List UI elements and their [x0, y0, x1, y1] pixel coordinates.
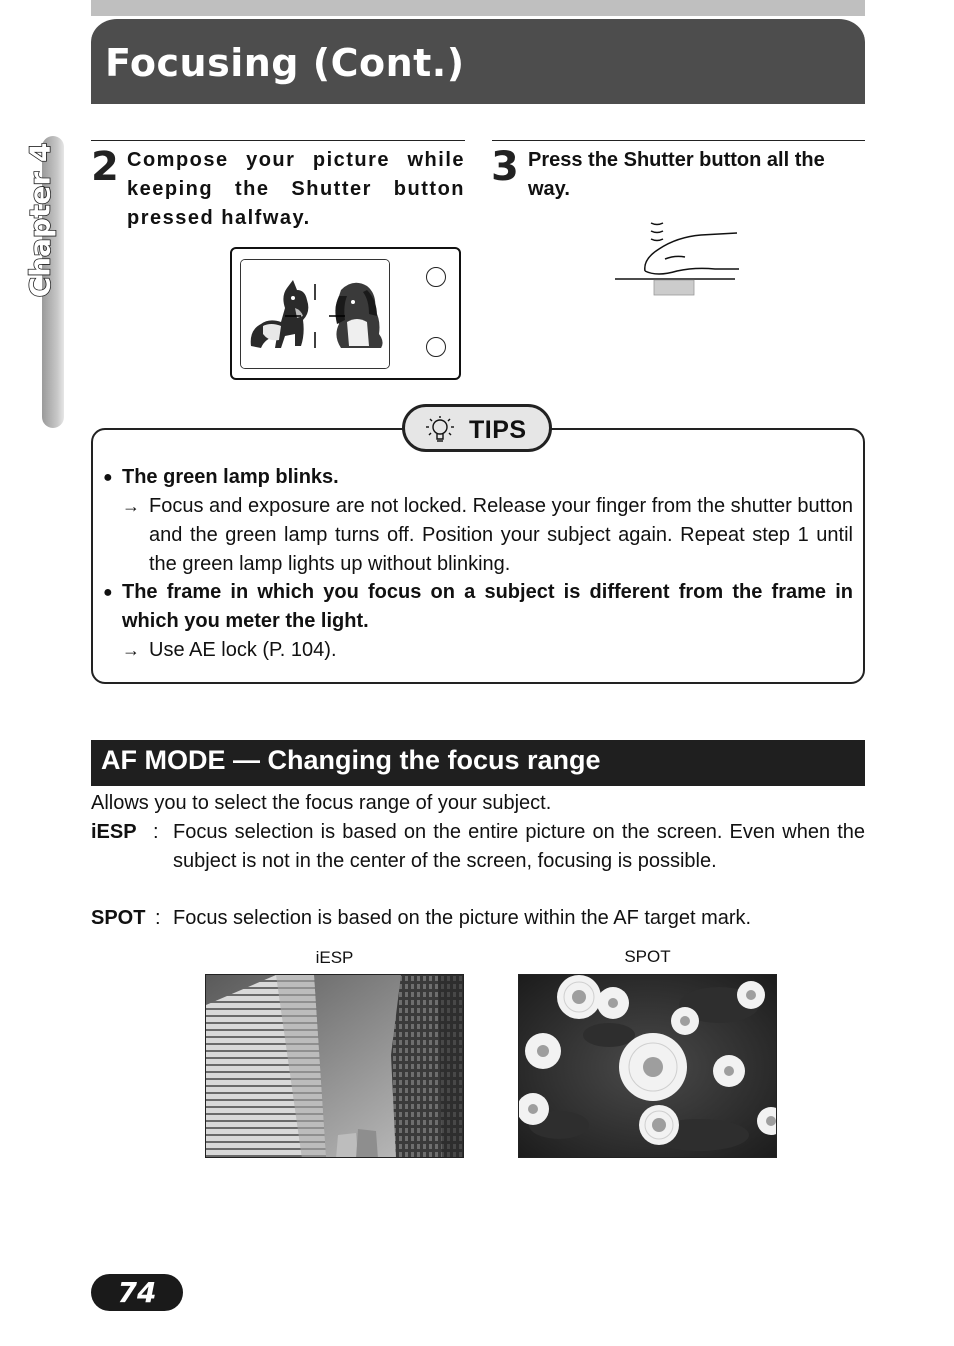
mode-desc-spot: Focus selection is based on the picture within the AF target mark.	[173, 907, 752, 929]
step-3-rule	[492, 140, 865, 141]
tip-2-heading-wrap	[103, 578, 853, 636]
page-header	[91, 16, 865, 104]
step-2-number: 2	[91, 144, 119, 190]
shutter-press-illustration	[605, 215, 745, 300]
af-mode-header	[91, 740, 865, 786]
lcd-monitor-illustration	[230, 247, 461, 380]
step-2-text: Compose your picture while keeping the Shutter button pressed halfway.	[127, 149, 465, 229]
step-3-text: Press the Shutter button all the way.	[528, 149, 825, 200]
lcd-button-bottom	[426, 337, 446, 357]
page-number: 74	[117, 1276, 157, 1309]
caption-spot: SPOT	[624, 947, 671, 966]
tip-1-heading: The green lamp blinks.	[122, 466, 339, 488]
mode-sep-spot: :	[155, 907, 161, 929]
mode-term-iesp: iESP	[91, 821, 137, 843]
tip-1-heading-wrap	[103, 463, 853, 492]
bullet-icon: ●	[103, 469, 113, 486]
bullet-icon: ●	[103, 584, 113, 601]
tip-1-detail-wrap	[122, 492, 853, 579]
mode-term-spot: SPOT	[91, 907, 146, 929]
tips-badge	[402, 404, 552, 452]
mode-desc-iesp: Focus selection is based on the entire picture on the screen. Even when the subject is not in the center of the screen, focusing is possible.	[173, 821, 865, 872]
chapter-label-wrap	[22, 140, 58, 300]
right-arrow-icon: →	[122, 496, 140, 516]
header-top-band	[91, 0, 865, 16]
tip-2-detail: Use AE lock (P. 104).	[149, 639, 337, 661]
tips-label: TIPS	[469, 416, 527, 444]
tip-2-detail-wrap	[122, 636, 853, 665]
tip-1-detail: Focus and exposure are not locked. Release your finger from the shutter button and the green lamp turns off. Position your subject again. Repeat step 1 until the green lamp lights up without blinking.	[149, 495, 853, 575]
right-arrow-icon: →	[122, 640, 140, 660]
tip-2-heading: The frame in which you focus on a subject is different from the frame in which you meter the light.	[122, 581, 853, 632]
mode-sep-iesp: :	[153, 821, 159, 843]
chapter-label: Chapter 4	[23, 142, 57, 298]
lightbulb-icon	[423, 414, 457, 444]
dogs-photo	[241, 260, 389, 368]
step-2-rule	[91, 140, 465, 141]
af-mode-title: AF MODE — Changing the focus range	[101, 745, 601, 775]
lcd-button-top	[426, 267, 446, 287]
lcd-screen	[240, 259, 390, 369]
step-3-number: 3	[491, 144, 519, 190]
spot-flowers-photo	[518, 974, 777, 1158]
page-number-badge	[91, 1274, 183, 1311]
af-mode-intro: Allows you to select the focus range of your subject.	[91, 792, 552, 814]
iesp-buildings-photo	[205, 974, 464, 1158]
caption-iesp: iESP	[315, 948, 354, 967]
page-title: Focusing (Cont.)	[105, 41, 465, 85]
